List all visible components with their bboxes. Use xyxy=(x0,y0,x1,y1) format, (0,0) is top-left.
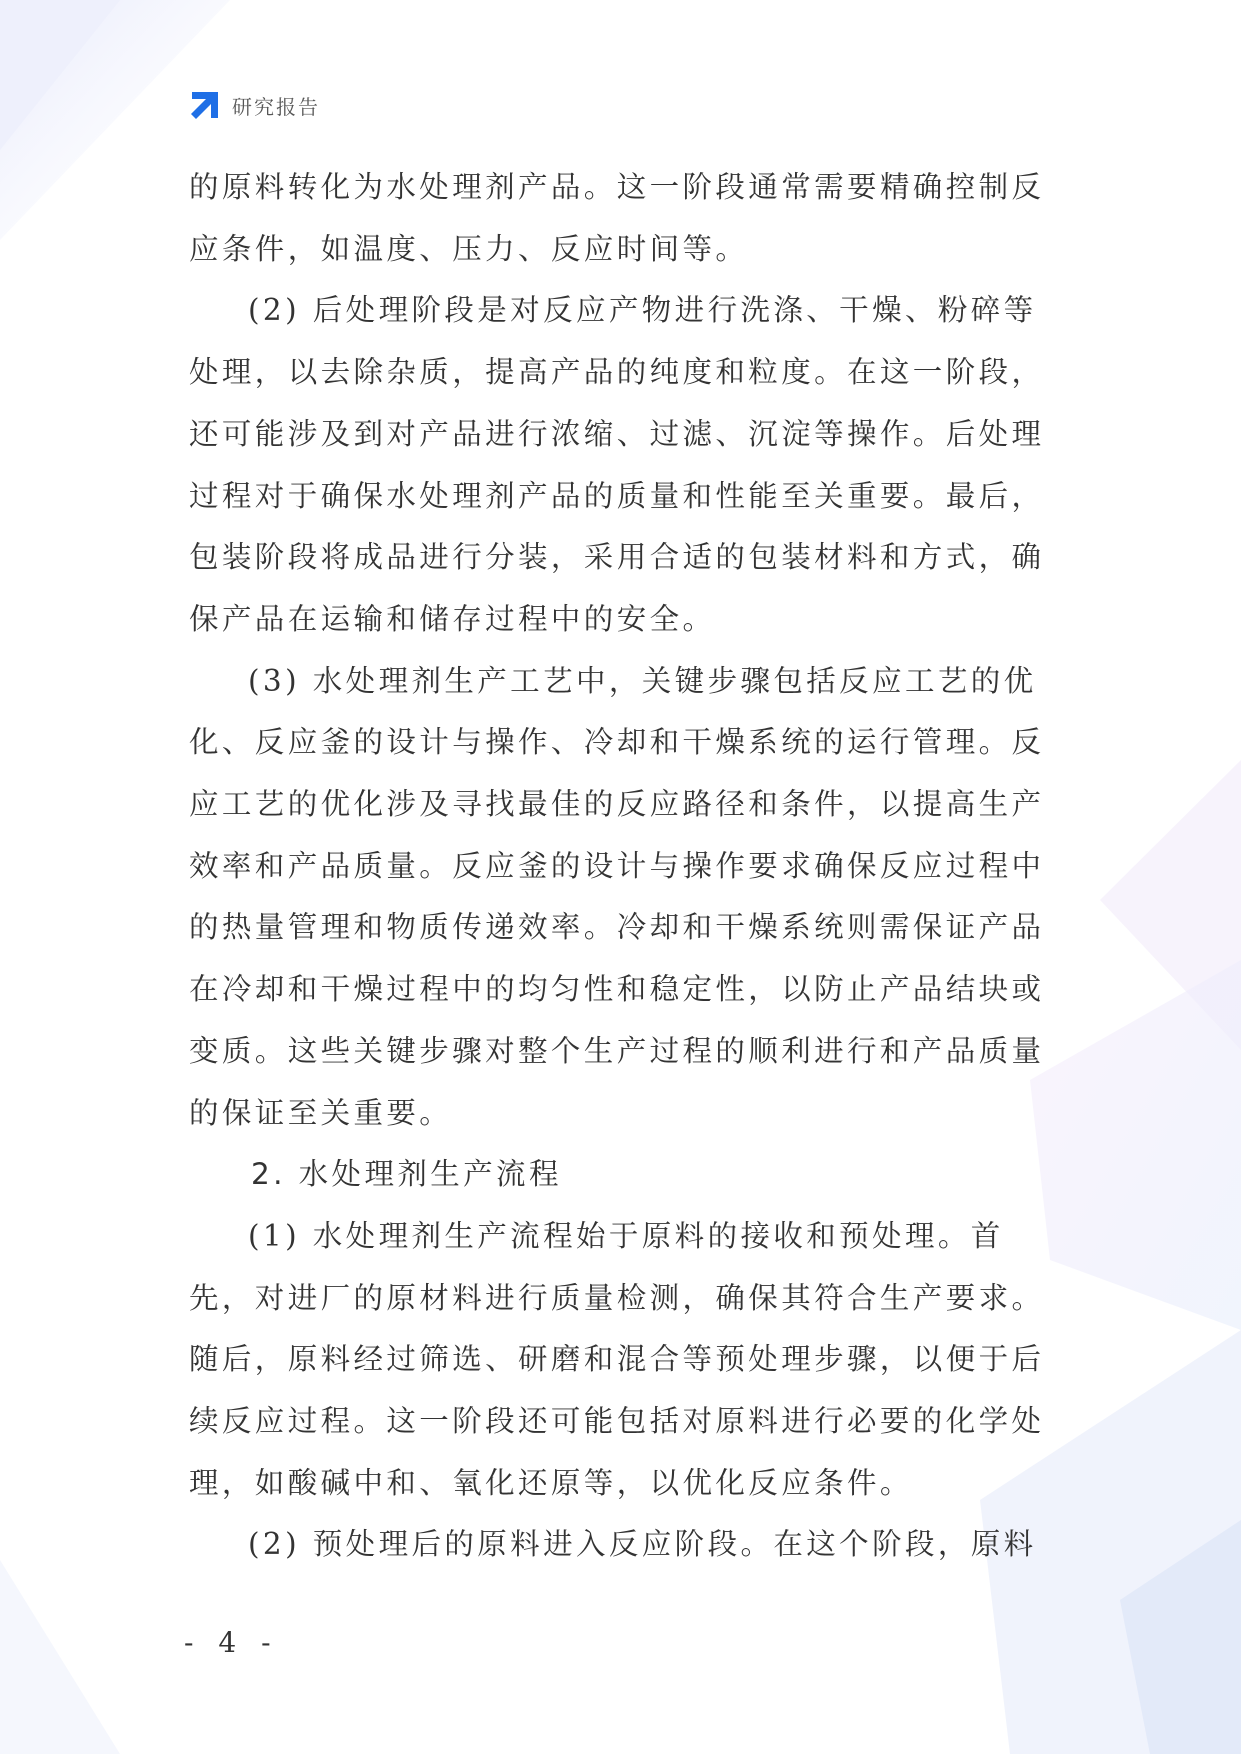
paragraph-continued: 的原料转化为水处理剂产品。这一阶段通常需要精确控制反应条件，如温度、压力、反应时间等。 xyxy=(189,170,1045,266)
paragraph-post-processing: (2) 后处理阶段是对反应产物进行洗涤、干燥、粉碎等处理，以去除杂质，提高产品的纯度和粒度。在这一阶段，还可能涉及到对产品进行浓缩、过滤、沉淀等操作。后处理过程对于确保水处理剂产品的质量和性能至关重要。最后，包装阶段将成品进行分装，采用合适的包装材料和方式，确保产品在运输和储存过程中的安全。 xyxy=(189,293,1045,636)
header-title: 研究报告 xyxy=(232,94,320,119)
paragraph-raw-material: (1) 水处理剂生产流程始于原料的接收和预处理。首先，对进厂的原材料进行质量检测，确保其符合生产要求。随后，原料经过筛选、研磨和混合等预处理步骤，以便于后续反应过程。这一阶段还可能包括对原料进行必要的化学处理，如酸碱中和、氧化还原等，以优化反应条件。 xyxy=(189,1218,1045,1500)
paragraph-key-steps: (3) 水处理剂生产工艺中，关键步骤包括反应工艺的优化、反应釜的设计与操作、冷却和干燥系统的运行管理。反应工艺的优化涉及寻找最佳的反应路径和条件，以提高生产效率和产品质量。反应釜的设计与操作要求确保反应过程中的热量管理和物质传递效率。冷却和干燥系统则需保证产品在冷却和干燥过程中的均匀性和稳定性，以防止产品结块或变质。这些关键步骤对整个生产过程的顺利进行和产品质量的保证至关重要。 xyxy=(189,663,1045,1130)
paragraph-reaction-stage: (2) 预处理后的原料进入反应阶段。在这个阶段，原料 xyxy=(248,1527,1037,1562)
arrow-logo-icon xyxy=(188,88,222,122)
section-heading: 2. 水处理剂生产流程 xyxy=(250,1157,562,1192)
report-header xyxy=(188,88,320,122)
document-body xyxy=(189,157,1069,1576)
page-number: - 4 - xyxy=(184,1626,279,1659)
